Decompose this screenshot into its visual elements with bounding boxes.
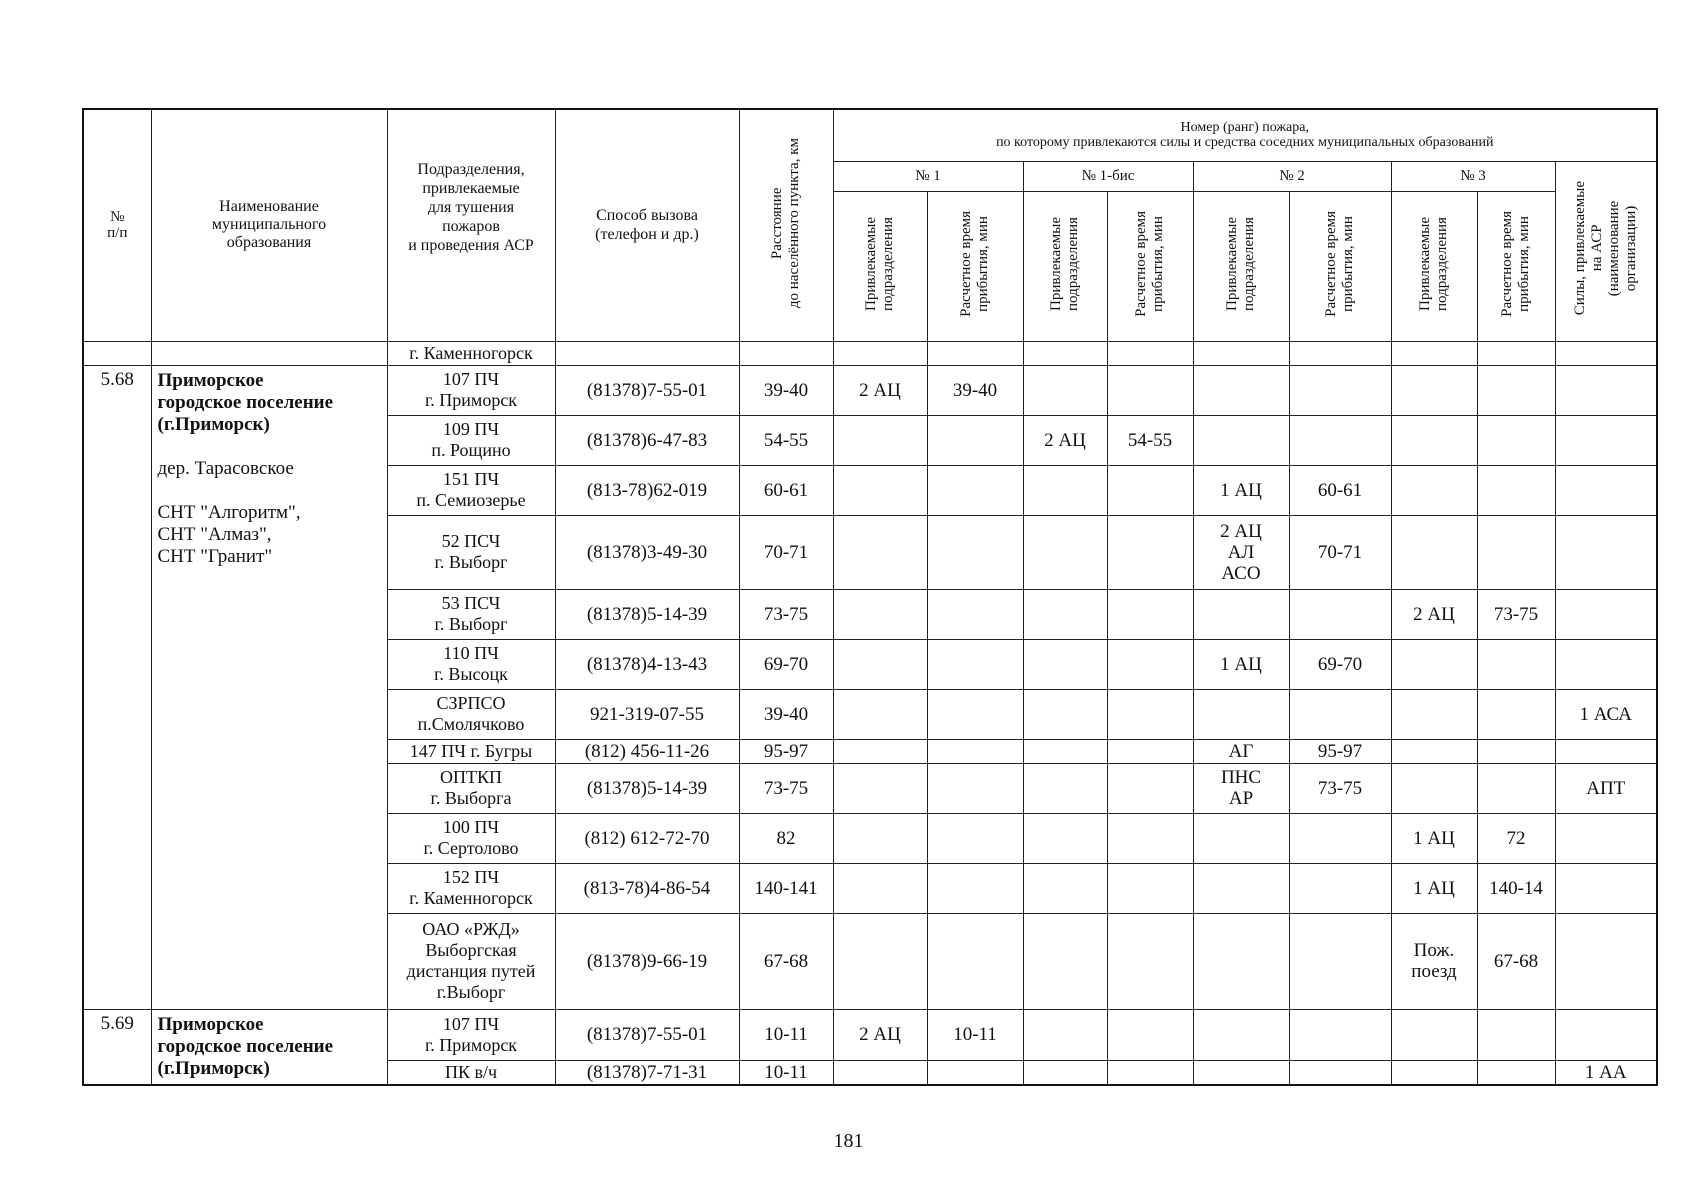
cell-r1-time xyxy=(927,763,1023,813)
cell-asr xyxy=(1555,813,1657,863)
cell-r3-units xyxy=(1391,365,1477,415)
cell-asr xyxy=(1555,1009,1657,1060)
cell-r1-time: 10-11 xyxy=(927,1009,1023,1060)
cell-phone: (81378)9-66-19 xyxy=(555,913,739,1009)
carry-unit: г. Каменногорск xyxy=(387,341,555,365)
cell-unit: СЗРПСО п.Смолячково xyxy=(387,689,555,739)
cell-distance: 70-71 xyxy=(739,515,833,589)
cell-r3-units xyxy=(1391,689,1477,739)
cell-r1bis-units xyxy=(1023,515,1107,589)
cell-r1-time xyxy=(927,813,1023,863)
cell-r3-time xyxy=(1477,415,1555,465)
cell-r2-units xyxy=(1193,415,1289,465)
municipality-name: Приморское городское поселение (г.Приморск) xyxy=(157,369,334,435)
cell-r1bis-time xyxy=(1107,813,1193,863)
cell-r2-units xyxy=(1193,1009,1289,1060)
cell-r1-time xyxy=(927,689,1023,739)
cell-distance: 10-11 xyxy=(739,1060,833,1085)
cell-r1-time xyxy=(927,415,1023,465)
cell-r3-time xyxy=(1477,739,1555,763)
cell-unit: 110 ПЧ г. Высоцк xyxy=(387,639,555,689)
cell-unit: 107 ПЧ г. Приморск xyxy=(387,1009,555,1060)
cell-r1bis-time xyxy=(1107,689,1193,739)
cell-phone: (81378)6-47-83 xyxy=(555,415,739,465)
cell-r2-units: 1 АЦ xyxy=(1193,465,1289,515)
header-call-method: Способ вызова (телефон и др.) xyxy=(555,109,739,341)
cell-r1-units xyxy=(833,1060,927,1085)
cell-asr xyxy=(1555,415,1657,465)
cell-phone: 921-319-07-55 xyxy=(555,689,739,739)
cell-asr xyxy=(1555,863,1657,913)
cell-asr xyxy=(1555,913,1657,1009)
cell-phone: (81378)5-14-39 xyxy=(555,589,739,639)
cell-r3-time xyxy=(1477,689,1555,739)
cell-r2-units: 1 АЦ xyxy=(1193,639,1289,689)
cell-r1-time xyxy=(927,515,1023,589)
cell-r3-time: 140-14 xyxy=(1477,863,1555,913)
cell-r1-time xyxy=(927,739,1023,763)
cell-r1-time: 39-40 xyxy=(927,365,1023,415)
cell-r2-time: 69-70 xyxy=(1289,639,1391,689)
cell-r1-units: 2 АЦ xyxy=(833,1009,927,1060)
cell-r1-units xyxy=(833,863,927,913)
cell-distance: 60-61 xyxy=(739,465,833,515)
cell-phone: (81378)7-55-01 xyxy=(555,365,739,415)
header-r3-time: Расчетное время прибытия, мин xyxy=(1477,191,1555,341)
cell-r2-time: 73-75 xyxy=(1289,763,1391,813)
cell-distance: 39-40 xyxy=(739,689,833,739)
cell-asr: АПТ xyxy=(1555,763,1657,813)
cell-r2-units: 2 АЦ АЛ АСО xyxy=(1193,515,1289,589)
cell-r2-time: 70-71 xyxy=(1289,515,1391,589)
cell-distance: 54-55 xyxy=(739,415,833,465)
cell-phone: (81378)3-49-30 xyxy=(555,515,739,589)
cell-r1bis-time xyxy=(1107,739,1193,763)
cell-unit: ПК в/ч xyxy=(387,1060,555,1085)
header-rank-2: № 2 xyxy=(1193,161,1391,191)
cell-r1bis-units xyxy=(1023,689,1107,739)
cell-phone: (813-78)62-019 xyxy=(555,465,739,515)
cell-asr xyxy=(1555,515,1657,589)
cell-r1bis-units xyxy=(1023,639,1107,689)
cell-asr: 1 АСА xyxy=(1555,689,1657,739)
cell-r2-time xyxy=(1289,913,1391,1009)
cell-r3-units xyxy=(1391,515,1477,589)
cell-r1bis-time xyxy=(1107,365,1193,415)
cell-r1-units xyxy=(833,689,927,739)
cell-r1bis-time xyxy=(1107,589,1193,639)
cell-r2-units xyxy=(1193,863,1289,913)
cell-r2-units xyxy=(1193,813,1289,863)
table-row xyxy=(83,1009,1657,1060)
cell-r1-units xyxy=(833,763,927,813)
cell-r3-units: 2 АЦ xyxy=(1391,589,1477,639)
cell-r1bis-units xyxy=(1023,1009,1107,1060)
header-r1bis-units: Привлекаемые подразделения xyxy=(1023,191,1107,341)
header-number: № п/п xyxy=(83,109,151,341)
cell-r1-units xyxy=(833,739,927,763)
cell-asr xyxy=(1555,465,1657,515)
cell-distance: 69-70 xyxy=(739,639,833,689)
cell-r3-time: 73-75 xyxy=(1477,589,1555,639)
cell-r2-units xyxy=(1193,689,1289,739)
cell-asr xyxy=(1555,365,1657,415)
header-municipality: Наименование муниципального образования xyxy=(151,109,387,341)
cell-r3-time xyxy=(1477,365,1555,415)
header-distance: Расстояние до населённого пункта, км xyxy=(739,109,833,341)
cell-r3-time xyxy=(1477,465,1555,515)
section-number: 5.69 xyxy=(83,1009,151,1085)
cell-r3-time xyxy=(1477,1009,1555,1060)
cell-r2-time xyxy=(1289,365,1391,415)
cell-r1bis-time xyxy=(1107,863,1193,913)
municipality-name: Приморское городское поселение (г.Приморск) xyxy=(157,1013,334,1079)
cell-r1bis-units xyxy=(1023,739,1107,763)
cell-r2-units xyxy=(1193,589,1289,639)
cell-r1-units xyxy=(833,465,927,515)
header-r1-time: Расчетное время прибытия, мин xyxy=(927,191,1023,341)
cell-r1-units: 2 АЦ xyxy=(833,365,927,415)
cell-r1bis-time: 54-55 xyxy=(1107,415,1193,465)
cell-r2-units: ПНС АР xyxy=(1193,763,1289,813)
cell-r2-time: 95-97 xyxy=(1289,739,1391,763)
cell-unit: 100 ПЧ г. Сертолово xyxy=(387,813,555,863)
cell-distance: 10-11 xyxy=(739,1009,833,1060)
page-number: 181 xyxy=(833,1130,864,1152)
cell-unit: ОПТКП г. Выборга xyxy=(387,763,555,813)
cell-r3-time xyxy=(1477,639,1555,689)
cell-r3-units xyxy=(1391,763,1477,813)
cell-r1bis-units xyxy=(1023,763,1107,813)
header-rank-title: Номер (ранг) пожара, по которому привлекаются силы и средства соседних муниципальных образований xyxy=(833,109,1657,161)
cell-r1-units xyxy=(833,913,927,1009)
cell-unit: 147 ПЧ г. Бугры xyxy=(387,739,555,763)
cell-phone: (81378)7-55-01 xyxy=(555,1009,739,1060)
cell-r3-units: 1 АЦ xyxy=(1391,813,1477,863)
cell-r2-time xyxy=(1289,1060,1391,1085)
cell-r1-time xyxy=(927,863,1023,913)
cell-r3-units xyxy=(1391,465,1477,515)
cell-r3-units xyxy=(1391,739,1477,763)
cell-phone: (813-78)4-86-54 xyxy=(555,863,739,913)
cell-r3-units xyxy=(1391,639,1477,689)
section-municipality xyxy=(151,365,387,1009)
cell-r1bis-units xyxy=(1023,465,1107,515)
cell-distance: 140-141 xyxy=(739,863,833,913)
header-rank-3: № 3 xyxy=(1391,161,1555,191)
cell-r3-time xyxy=(1477,515,1555,589)
cell-r1-time xyxy=(927,639,1023,689)
cell-r1bis-time xyxy=(1107,1009,1193,1060)
cell-distance: 82 xyxy=(739,813,833,863)
cell-r1bis-time xyxy=(1107,913,1193,1009)
table-row xyxy=(83,365,1657,415)
cell-distance: 39-40 xyxy=(739,365,833,415)
cell-r1-time xyxy=(927,465,1023,515)
cell-r1bis-units: 2 АЦ xyxy=(1023,415,1107,465)
header-rank-1: № 1 xyxy=(833,161,1023,191)
cell-r3-units: Пож. поезд xyxy=(1391,913,1477,1009)
cell-unit: 151 ПЧ п. Семиозерье xyxy=(387,465,555,515)
cell-r3-units xyxy=(1391,415,1477,465)
cell-r1bis-time xyxy=(1107,639,1193,689)
cell-r1-units xyxy=(833,415,927,465)
header-r2-time: Расчетное время прибытия, мин xyxy=(1289,191,1391,341)
cell-r3-time xyxy=(1477,763,1555,813)
cell-r2-time xyxy=(1289,589,1391,639)
header-asr-forces: Силы, привлекаемые на АСР (наименование организации) xyxy=(1555,161,1657,341)
header-units: Подразделения, привлекаемые для тушения пожаров и проведения АСР xyxy=(387,109,555,341)
cell-distance: 73-75 xyxy=(739,589,833,639)
cell-r1bis-units xyxy=(1023,813,1107,863)
cell-r1bis-units xyxy=(1023,365,1107,415)
cell-r2-units xyxy=(1193,913,1289,1009)
section-municipality xyxy=(151,1009,387,1085)
cell-r3-time: 67-68 xyxy=(1477,913,1555,1009)
cell-asr xyxy=(1555,639,1657,689)
cell-phone: (81378)4-13-43 xyxy=(555,639,739,689)
cell-unit: 52 ПСЧ г. Выборг xyxy=(387,515,555,589)
municipality-settlements: дер. Тарасовское СНТ "Алгоритм", СНТ "Алмаз", СНТ "Гранит" xyxy=(157,457,301,567)
cell-unit: ОАО «РЖД» Выборгская дистанция путей г.Выборг xyxy=(387,913,555,1009)
cell-distance: 73-75 xyxy=(739,763,833,813)
cell-r1bis-units xyxy=(1023,863,1107,913)
cell-r1bis-time xyxy=(1107,1060,1193,1085)
cell-r2-units: АГ xyxy=(1193,739,1289,763)
cell-asr xyxy=(1555,589,1657,639)
cell-r2-units xyxy=(1193,365,1289,415)
cell-r1bis-time xyxy=(1107,465,1193,515)
table-body xyxy=(83,341,1657,1085)
fire-forces-table xyxy=(82,108,1658,1086)
cell-r1bis-time xyxy=(1107,515,1193,589)
cell-r2-units xyxy=(1193,1060,1289,1085)
cell-r3-time xyxy=(1477,1060,1555,1085)
cell-phone: (81378)5-14-39 xyxy=(555,763,739,813)
header-r3-units: Привлекаемые подразделения xyxy=(1391,191,1477,341)
header-r1bis-time: Расчетное время прибытия, мин xyxy=(1107,191,1193,341)
cell-r1-units xyxy=(833,813,927,863)
cell-r3-units xyxy=(1391,1009,1477,1060)
cell-r3-time: 72 xyxy=(1477,813,1555,863)
cell-asr xyxy=(1555,739,1657,763)
cell-phone: (812) 456-11-26 xyxy=(555,739,739,763)
cell-r2-time xyxy=(1289,813,1391,863)
cell-r1-time xyxy=(927,1060,1023,1085)
cell-r1-time xyxy=(927,589,1023,639)
header-r1-units: Привлекаемые подразделения xyxy=(833,191,927,341)
section-number: 5.68 xyxy=(83,365,151,1009)
cell-phone: (812) 612-72-70 xyxy=(555,813,739,863)
cell-r2-time: 60-61 xyxy=(1289,465,1391,515)
header-rank-1bis: № 1-бис xyxy=(1023,161,1193,191)
cell-r1-units xyxy=(833,589,927,639)
cell-unit: 109 ПЧ п. Рощино xyxy=(387,415,555,465)
cell-phone: (81378)7-71-31 xyxy=(555,1060,739,1085)
cell-r1-time xyxy=(927,913,1023,1009)
cell-unit: 152 ПЧ г. Каменногорск xyxy=(387,863,555,913)
cell-r2-time xyxy=(1289,689,1391,739)
cell-r3-units xyxy=(1391,1060,1477,1085)
header-r2-units: Привлекаемые подразделения xyxy=(1193,191,1289,341)
cell-unit: 53 ПСЧ г. Выборг xyxy=(387,589,555,639)
cell-r2-time xyxy=(1289,1009,1391,1060)
cell-distance: 95-97 xyxy=(739,739,833,763)
cell-unit: 107 ПЧ г. Приморск xyxy=(387,365,555,415)
cell-asr: 1 АА xyxy=(1555,1060,1657,1085)
cell-r1-units xyxy=(833,639,927,689)
cell-r1-units xyxy=(833,515,927,589)
cell-r3-units: 1 АЦ xyxy=(1391,863,1477,913)
carry-over-row xyxy=(83,341,1657,365)
cell-distance: 67-68 xyxy=(739,913,833,1009)
cell-r1bis-units xyxy=(1023,589,1107,639)
cell-r1bis-units xyxy=(1023,1060,1107,1085)
cell-r2-time xyxy=(1289,415,1391,465)
cell-r1bis-time xyxy=(1107,763,1193,813)
cell-r2-time xyxy=(1289,863,1391,913)
cell-r1bis-units xyxy=(1023,913,1107,1009)
